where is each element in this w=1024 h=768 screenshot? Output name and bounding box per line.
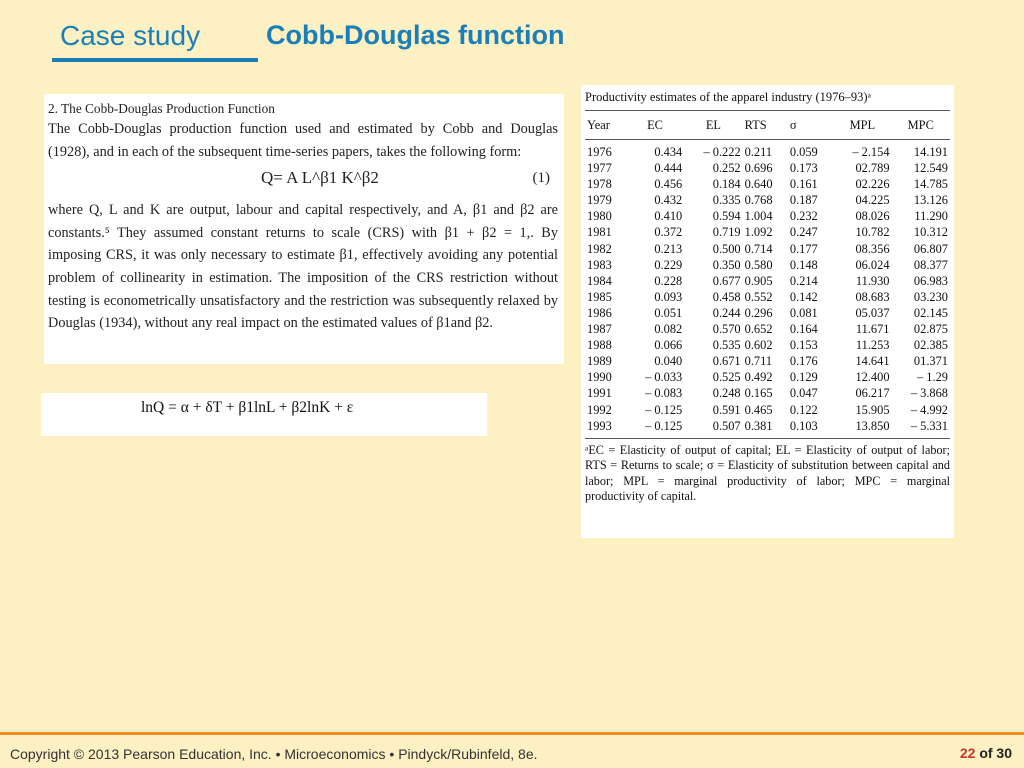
column-header: Year [585, 111, 626, 140]
table-cell: 0.059 [789, 145, 818, 159]
equation-number: (1) [532, 170, 550, 187]
table-cell: 01.371 [913, 354, 948, 369]
table-cell: 08.356 [855, 241, 890, 256]
table-cell: 0.164 [789, 322, 818, 337]
table-row [585, 337, 950, 353]
table-cell: 08.683 [855, 289, 890, 304]
table-cell: 0.458 [712, 289, 741, 304]
table-cell: 1979 [587, 193, 612, 208]
table-cell: 0.594 [712, 209, 741, 224]
table-cell: – 0.125 [645, 418, 683, 433]
table-cell: 1.092 [744, 225, 773, 240]
table-cell: 0.552 [744, 289, 773, 304]
table-cell: 0.381 [744, 418, 773, 433]
table-cell: 0.047 [789, 386, 818, 401]
table-row [585, 289, 950, 305]
table-cell: 0.247 [789, 225, 818, 240]
table-cell: 0.165 [744, 386, 773, 401]
table-cell: 0.244 [712, 305, 741, 320]
table-row [585, 418, 950, 434]
table-cell: 1977 [587, 161, 612, 176]
table-cell: 06.807 [913, 241, 948, 256]
table-cell: 0.093 [654, 289, 683, 304]
table-cell: 0.500 [712, 241, 741, 256]
table-cell: 04.225 [855, 193, 890, 208]
section-underline [52, 58, 258, 62]
total-slides: 30 [996, 745, 1012, 761]
table-cell: 0.905 [744, 273, 773, 288]
table-cell: 14.191 [913, 145, 948, 159]
table-cell: 0.525 [712, 370, 741, 385]
slide-of-label: of [979, 745, 993, 761]
table-cell: 0.671 [712, 354, 741, 369]
copyright-text: Copyright © 2013 Pearson Education, Inc. • Microeconomics • Pindyck/Rubinfeld, 8e. [10, 746, 538, 762]
table-cell: 0.507 [712, 418, 741, 433]
table-cell: 0.696 [744, 161, 773, 176]
table-cell: 02.226 [855, 177, 890, 192]
table-cell: 0.232 [789, 209, 818, 224]
table-title: Productivity estimates of the apparel industry (1976–93)ᵃ [585, 88, 950, 111]
excerpt-paragraph-2: where Q, L and K are output, labour and capital respectively, and A, β1 and β2 are constants.⁵ They assumed constant returns to scale (CRS) with β1 + β2 = 1,. By imposing CRS, it was only necessary to estimate β1, effectively avoiding any potential problem of collinearity in estimation. The imposition of the CRS restriction without testing is econometrically unsatisfactory and the restriction was subsequently relaxed by Douglas (1934), without any real impact on the estimated values of β1and β2. [48, 202, 558, 332]
table-header-row [585, 111, 950, 140]
table-cell: 05.037 [855, 305, 890, 320]
table-cell: 0.602 [744, 338, 773, 353]
table-cell: 02.145 [913, 305, 948, 320]
table-cell: 0.129 [789, 370, 818, 385]
table-cell: 0.591 [712, 402, 741, 417]
table-cell: 10.782 [855, 225, 890, 240]
table-cell: 0.184 [712, 177, 741, 192]
table-cell: 0.711 [744, 354, 773, 369]
table-cell: 1988 [587, 338, 612, 353]
table-cell: 06.217 [855, 386, 890, 401]
table-cell: – 4.992 [910, 402, 948, 417]
table-cell: – 1.29 [917, 370, 948, 385]
table-cell: 1983 [587, 257, 612, 272]
table-cell: 0.211 [744, 145, 773, 159]
slide-title: Cobb-Douglas function [266, 20, 565, 50]
table-cell: 08.377 [913, 257, 948, 272]
table-cell: 1981 [587, 225, 612, 240]
table-row [585, 321, 950, 337]
table-cell: – 0.083 [645, 386, 683, 401]
slide-number: 22 [959, 745, 976, 761]
table-cell: 0.229 [654, 257, 683, 272]
table-row [585, 353, 950, 369]
table-cell: 0.153 [789, 338, 818, 353]
table-row [585, 176, 950, 192]
excerpt-heading: 2. The Cobb-Douglas Production Function [48, 101, 275, 116]
table-cell: – 0.222 [703, 145, 741, 159]
table-row [585, 385, 950, 401]
table-cell: 0.296 [744, 305, 773, 320]
table-cell: 0.122 [789, 402, 818, 417]
table-row [585, 241, 950, 257]
log-linear-formula: lnQ = α + δT + β1lnL + β2lnK + ε [41, 393, 487, 436]
table-cell: 0.248 [712, 386, 741, 401]
table-cell: 0.040 [654, 354, 683, 369]
column-header: RTS [743, 111, 788, 140]
table-cell: 0.372 [654, 225, 683, 240]
table-cell: 1991 [587, 386, 612, 401]
table-cell: 06.024 [855, 257, 890, 272]
table-cell: – 0.033 [645, 370, 683, 385]
equation-row [48, 163, 558, 199]
production-equation: Q= A L^β1 K^β2 [261, 168, 379, 188]
table-cell: 11.290 [914, 209, 948, 224]
table-cell: 0.103 [789, 418, 818, 433]
table-cell: 02.385 [913, 338, 948, 353]
table-cell: 0.187 [789, 193, 818, 208]
table-cell: 1982 [587, 241, 612, 256]
column-header: MPL [833, 111, 891, 140]
excerpt-paragraph-1: The Cobb-Douglas production function used and estimated by Cobb and Douglas (1928), and in each of the subsequent time-series papers, takes the following form: [48, 121, 558, 160]
productivity-table [585, 111, 950, 434]
table-cell: 02.875 [913, 322, 948, 337]
table-cell: 0.082 [654, 322, 683, 337]
table-cell: 12.400 [855, 370, 890, 385]
table-cell: 1989 [587, 354, 612, 369]
table-row [585, 160, 950, 176]
table-cell: 08.026 [855, 209, 890, 224]
table-cell: 1990 [587, 370, 612, 385]
table-cell: 0.066 [654, 338, 683, 353]
table-cell: 11.671 [855, 322, 890, 337]
table-cell: 0.444 [654, 161, 683, 176]
table-cell: 0.335 [712, 193, 741, 208]
table-cell: 02.789 [855, 161, 890, 176]
table-cell: 13.850 [855, 418, 890, 433]
table-body [585, 140, 950, 434]
table-cell: 1976 [587, 145, 612, 159]
table-cell: 0.228 [654, 273, 683, 288]
table-cell: – 0.125 [645, 402, 683, 417]
table-cell: 0.161 [789, 177, 818, 192]
table-cell: 1986 [587, 305, 612, 320]
table-cell: 0.570 [712, 322, 741, 337]
table-cell: 0.434 [654, 145, 683, 159]
table-cell: 14.641 [855, 354, 890, 369]
table-row [585, 273, 950, 289]
table-cell: 15.905 [855, 402, 890, 417]
table-cell: 0.465 [744, 402, 773, 417]
column-header: EL [684, 111, 742, 140]
table-cell: 1992 [587, 402, 612, 417]
table-cell: 0.652 [744, 322, 773, 337]
table-row [585, 369, 950, 385]
table-cell: 0.213 [654, 241, 683, 256]
footer-divider [0, 732, 1024, 735]
table-cell: 0.456 [654, 177, 683, 192]
table-cell: 1993 [587, 418, 612, 433]
table-cell: 0.142 [789, 289, 818, 304]
table-cell: 1978 [587, 177, 612, 192]
table-cell: 0.714 [744, 241, 773, 256]
table-cell: 0.580 [744, 257, 773, 272]
table-row [585, 305, 950, 321]
column-header: MPC [892, 111, 950, 140]
paper-excerpt [44, 94, 564, 364]
section-label: Case study [60, 20, 201, 51]
slide-counter [960, 745, 1012, 761]
table-cell: 13.126 [913, 193, 948, 208]
table-cell: – 2.154 [852, 145, 890, 159]
table-cell: – 5.331 [910, 418, 948, 433]
table-cell: 0.410 [654, 209, 683, 224]
table-cell: 1987 [587, 322, 612, 337]
table-cell: – 3.868 [910, 386, 948, 401]
table-cell: 12.549 [913, 161, 948, 176]
table-row [585, 402, 950, 418]
table-cell: 1.004 [744, 209, 773, 224]
table-cell: 10.312 [913, 225, 948, 240]
table-cell: 0.492 [744, 370, 773, 385]
table-row [585, 257, 950, 273]
table-cell: 1985 [587, 289, 612, 304]
column-header: σ [788, 111, 833, 140]
column-header: EC [626, 111, 684, 140]
table-cell: 0.432 [654, 193, 683, 208]
table-cell: 1980 [587, 209, 612, 224]
table-cell: 0.677 [712, 273, 741, 288]
table-cell: 1984 [587, 273, 612, 288]
table-cell: 11.253 [855, 338, 890, 353]
table-cell: 0.081 [789, 305, 818, 320]
table-cell: 0.214 [789, 273, 818, 288]
table-cell: 03.230 [913, 289, 948, 304]
table-cell: 0.535 [712, 338, 741, 353]
table-row [585, 208, 950, 224]
table-cell: 0.252 [712, 161, 741, 176]
table-footnote: ᵃEC = Elasticity of output of capital; EL = Elasticity of output of labor; RTS = Returns to scale; σ = Elasticity of substitution between capital and labor; MPL = marginal productivity of labor; MPC = marginal productivity of capital. [585, 438, 950, 505]
table-cell: 0.173 [789, 161, 818, 176]
table-cell: 0.051 [654, 305, 683, 320]
table-cell: 0.350 [712, 257, 741, 272]
table-cell: 06.983 [913, 273, 948, 288]
productivity-table-figure [581, 85, 954, 538]
table-row [585, 192, 950, 208]
table-cell: 0.148 [789, 257, 818, 272]
table-row [585, 140, 950, 161]
table-cell: 0.719 [712, 225, 741, 240]
table-cell: 0.176 [789, 354, 818, 369]
table-cell: 0.768 [744, 193, 773, 208]
table-cell: 0.177 [789, 241, 818, 256]
table-cell: 11.930 [855, 273, 890, 288]
table-cell: 0.640 [744, 177, 773, 192]
table-row [585, 224, 950, 240]
table-cell: 14.785 [913, 177, 948, 192]
